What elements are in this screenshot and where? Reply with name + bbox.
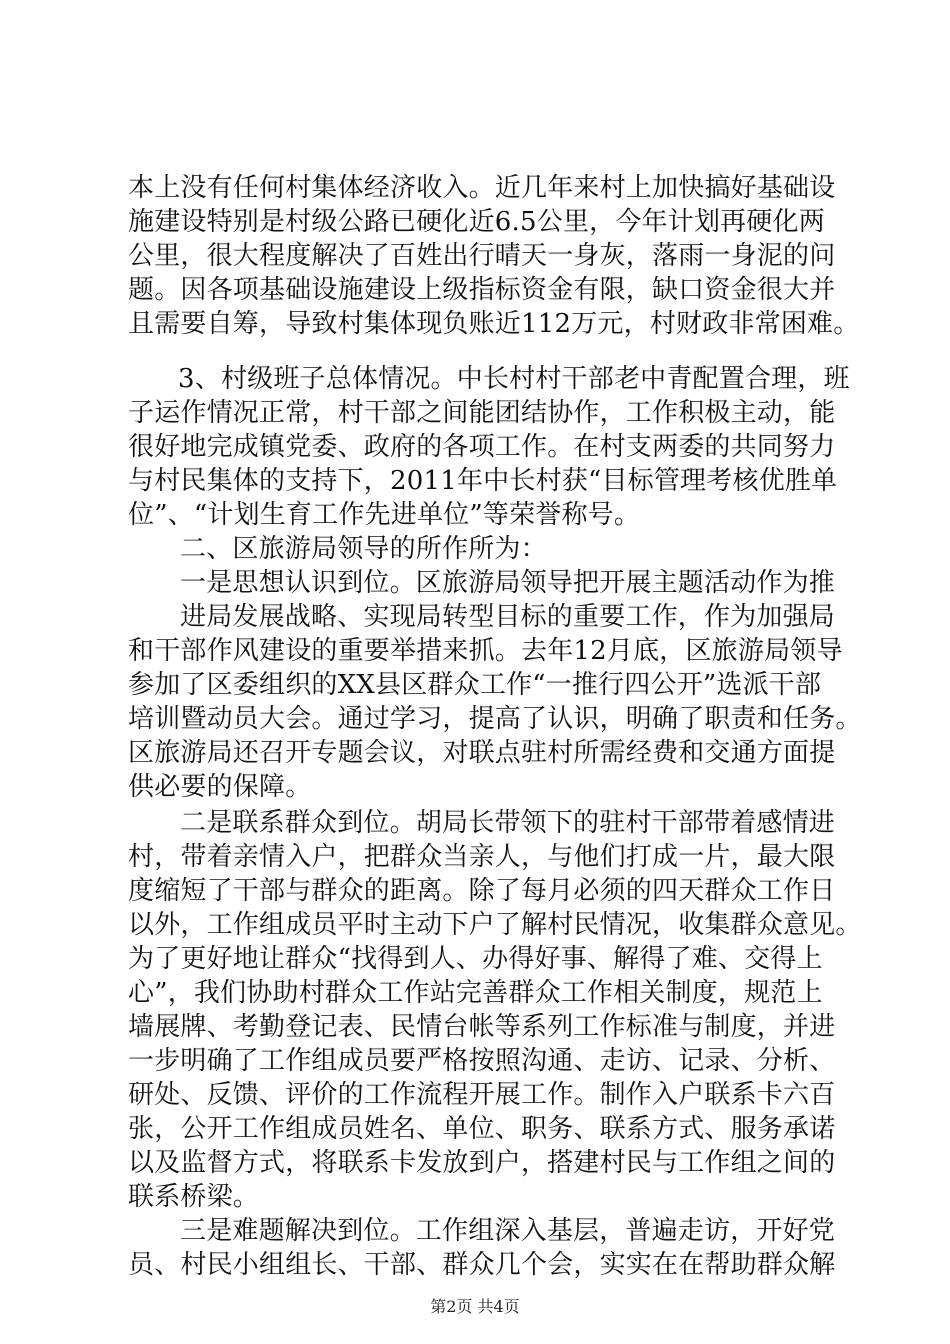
body-text-line: 以外，工作组成员平时主动下户了解村民情况，收集群众意见。 [128,910,862,940]
body-text-line: 子运作情况正常，村干部之间能团结协作，工作积极主动，能 [128,398,836,428]
body-text-line: 一是思想认识到位。区旅游局领导把开展主题活动作为推 [180,568,836,598]
body-text-line: 一步明确了工作组成员要严格按照沟通、走访、记录、分析、 [128,1046,836,1076]
body-text-line: 以及监督方式，将联系卡发放到户，搭建村民与工作组之间的 [128,1148,836,1178]
body-text-line: 度缩短了干部与群众的距离。除了每月必须的四天群众工作日 [128,876,836,906]
body-text-line: 三是难题解决到位。工作组深入基层，普遍走访，开好党 [180,1216,836,1246]
body-text-line: 区旅游局还召开专题会议，对联点驻村所需经费和交通方面提 [128,738,836,768]
body-text-line: 联系桥梁。 [128,1182,260,1212]
body-text-line: 员、村民小组组长、干部、群众几个会，实实在在帮助群众解 [128,1250,836,1280]
body-text-line: 墙展牌、考勤登记表、民情台帐等系列工作标准与制度，并进 [128,1012,836,1042]
body-text-line: 供必要的保障。 [128,772,312,802]
page-footer: 第2页 共4页 [430,1297,520,1316]
body-text-line: 位”、“计划生育工作先进单位”等荣誉称号。 [128,500,641,530]
body-text-line: 且需要自筹，导致村集体现负账近112万元，村财政非常困难。 [128,309,860,339]
body-text-line: 二是联系群众到位。胡局长带领下的驻村干部带着感情进 [180,808,836,838]
body-text-line: 3、村级班子总体情况。中长村村干部老中青配置合理，班 [178,364,850,394]
body-text-line: 施建设特别是村级公路已硬化近6.5公里，今年计划再硬化两 [128,207,825,237]
body-text-line: 为了更好地让群众“找得到人、办得好事、解得了难、交得上 [128,944,823,974]
body-text-line: 很好地完成镇党委、政府的各项工作。在村支两委的共同努力 [128,432,836,462]
body-text-line: 进局发展战略、实现局转型目标的重要工作，作为加强局 [180,602,836,632]
body-text-line: 本上没有任何村集体经济收入。近几年来村上加快搞好基础设 [128,173,836,203]
body-text-line: 题。因各项基础设施建设上级指标资金有限，缺口资金很大并 [128,275,836,305]
body-text-line: 张，公开工作组成员姓名、单位、职务、联系方式、服务承诺 [128,1114,836,1144]
body-text-line: 村，带着亲情入户，把群众当亲人，与他们打成一片，最大限 [128,842,836,872]
body-text-line: 和干部作风建设的重要举措来抓。去年12月底，区旅游局领导 [128,636,843,666]
body-text-line: 心”，我们协助村群众工作站完善群众工作相关制度，规范上 [128,978,823,1008]
body-text-line: 与村民集体的支持下，2011年中长村获“目标管理考核优胜单 [128,466,838,496]
body-text-line: 参加了区委组织的XX县区群众工作“一推行四公开”选派干部 [128,670,822,700]
body-text-line: 研处、反馈、评价的工作流程开展工作。制作入户联系卡六百 [128,1080,836,1110]
body-text-line: 培训暨动员大会。通过学习，提高了认识，明确了职责和任务。 [128,704,862,734]
section-heading: 二、区旅游局领导的所作所为： [180,534,547,564]
body-text-line: 公里，很大程度解决了百姓出行晴天一身灰，落雨一身泥的问 [128,241,836,271]
